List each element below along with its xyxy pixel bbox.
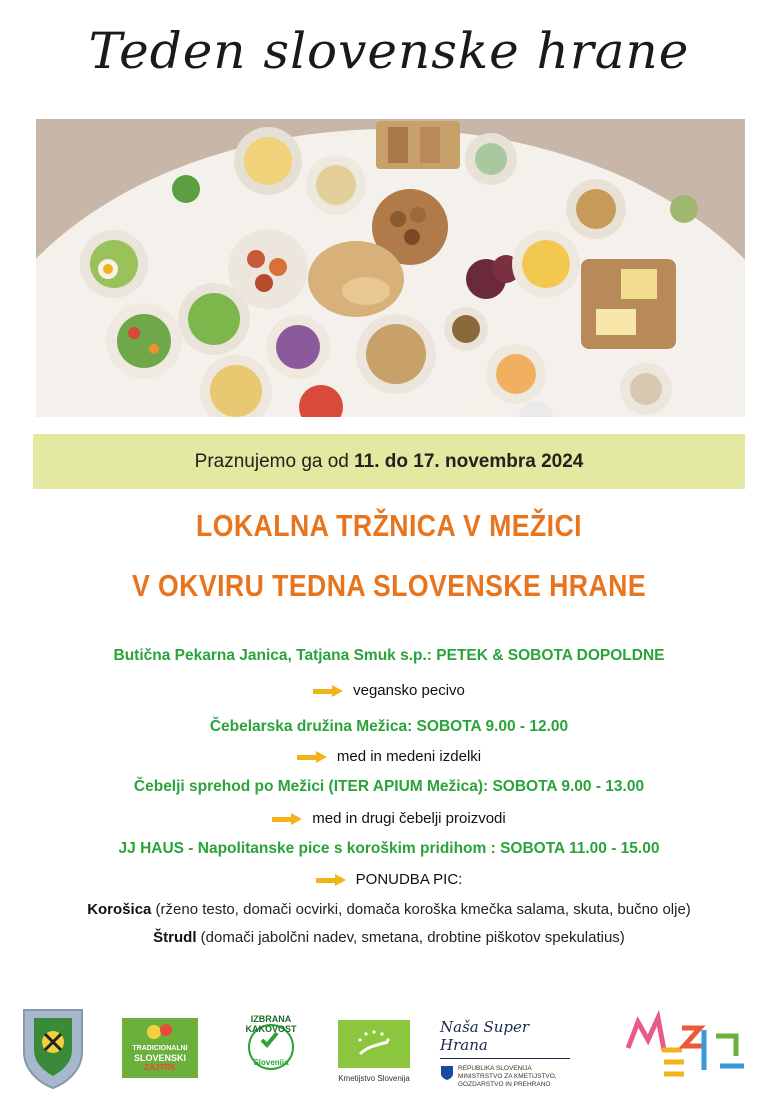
vendor-2-name: Čebelarska družina Mežica: SOBOTA 9.00 - 12.00	[209, 718, 569, 735]
vendor-3-offer-text: med in drugi čebelji proizvodi	[312, 810, 506, 827]
nasa-super-hrana-logo	[440, 1018, 580, 1089]
poster-title: Teden slovenske hrane	[88, 22, 690, 80]
mezica-coat-of-arms-icon	[20, 1006, 86, 1094]
vendor-2-offer	[0, 748, 778, 765]
vendor-4-offer-text: PONUDBA PIC:	[355, 871, 463, 888]
arrow-icon	[316, 875, 346, 885]
vendor-1-offer-text: vegansko pecivo	[353, 682, 465, 699]
vendor-1-offer	[0, 682, 778, 699]
nsh-l1: REPUBLIKA SLOVENIJA	[458, 1065, 532, 1072]
zajtrk-line1: TRADICIONALNI	[132, 1045, 188, 1052]
vendor-3-offer	[0, 810, 778, 827]
headline-line-1: LOKALNA TRŽNICA V MEŽICI	[195, 508, 583, 543]
pizza-strudl	[0, 929, 778, 946]
pizza-korosica	[0, 901, 778, 918]
nsh-title: Naša Super Hrana	[440, 1018, 530, 1054]
kakovost-text: IZBRANA KAKOVOST	[245, 1014, 297, 1034]
zajtrk-line3: ZAJTRK	[144, 1063, 176, 1072]
date-band	[33, 434, 745, 489]
pizza-name: Štrudl	[153, 929, 197, 946]
nsh-l2: MINISTRSTVO ZA KMETIJSTVO,	[458, 1073, 557, 1080]
vendor-1-name: Butična Pekarna Janica, Tatjana Smuk s.p.: PETEK & SOBOTA DOPOLDNE	[113, 647, 665, 664]
nsh-l3: GOZDARSTVO IN PREHRANO	[458, 1081, 551, 1088]
izbrana-kakovost-logo	[232, 1008, 310, 1086]
vendor-2-offer-text: med in medeni izdelki	[336, 748, 482, 765]
zajtrk-line2: SLOVENSKI	[133, 1053, 186, 1063]
food-table-photo	[36, 119, 745, 417]
pizza-desc: (rženo testo, domači ocvirki, domača koroška kmečka salama, skuta, bučno olje)	[151, 901, 691, 918]
vendor-3-name: Čebelji sprehod po Mežici (ITER APIUM Mežica): SOBOTA 9.00 - 13.00	[133, 778, 645, 795]
arrow-icon	[313, 686, 343, 696]
eu-organic-logo	[338, 1020, 410, 1083]
mezica-logo-icon	[624, 1010, 748, 1082]
pizza-desc: (domači jabolčni nadev, smetana, drobtine piškotov spekulatius)	[196, 929, 625, 946]
pizza-name: Korošica	[87, 901, 152, 918]
kakovost-inner: Slovenija	[253, 1058, 289, 1067]
date-prefix: Praznujemo ga od	[194, 450, 355, 472]
headline-line-2: V OKVIRU TEDNA SLOVENSKE HRANE	[131, 568, 647, 603]
kmetijstvo-caption: Kmetijstvo Slovenija	[338, 1074, 410, 1083]
vendor-4-offer	[0, 871, 778, 888]
sponsor-logos	[0, 1000, 778, 1100]
vendor-4-name: JJ HAUS - Napolitanske pice s koroškim pridihom : SOBOTA 11.00 - 15.00	[118, 840, 660, 857]
arrow-icon	[272, 814, 302, 824]
tradicionalni-zajtrk-logo	[122, 1018, 198, 1078]
arrow-icon	[297, 752, 327, 762]
date-range: 11. do 17. novembra 2024	[354, 450, 584, 472]
